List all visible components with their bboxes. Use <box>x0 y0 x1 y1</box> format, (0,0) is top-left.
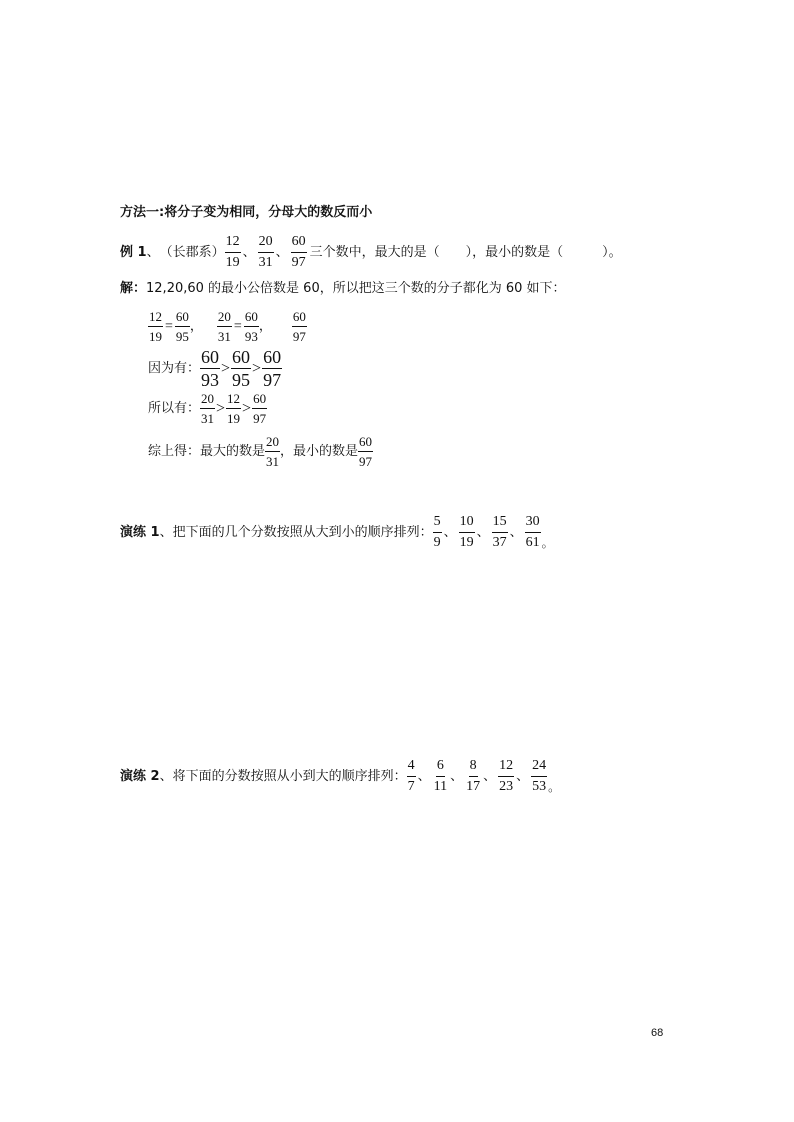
method-heading: 方法一:将分子变为相同，分母大的数反而小 <box>120 205 373 220</box>
solution-label: 解： <box>120 281 147 296</box>
fraction: $\frac{60}{95}$ <box>232 347 251 390</box>
fraction: $\frac{60}{95}$ <box>175 309 189 344</box>
practice-label: 演练 2 <box>120 768 160 784</box>
fraction: $\frac{12}{23}$ <box>499 758 514 794</box>
conversion-row: $\frac{12}{19}$ = $\frac{60}{95}$ ， $\frac{20}{31}$ = $\frac{60}{93}$ ， $\frac{60}{97}$ <box>149 309 306 344</box>
fraction: $\frac{15}{37}$ <box>492 514 507 550</box>
fraction: $\frac{60}{97}$ <box>253 391 267 426</box>
example-1: 例 1 、 （长郡系） $\frac{12}{19}$ 、 $\frac{20}{31}$ 、 $\frac{60}{97}$ 三个数中，最大的是（ ），最小的数是（ ）。 <box>120 234 622 270</box>
solution-text: 12,20,60 的最小公倍数是 60，所以把这三个数的分子都化为 60 如下： <box>146 281 566 296</box>
example-label: 例 1 <box>120 244 147 260</box>
so-row: 所以有： $\frac{20}{31}$ > $\frac{12}{19}$ > $\frac{60}{97}$ <box>148 391 267 426</box>
fraction: $\frac{6}{11}$ <box>433 758 448 794</box>
fraction: $\frac{10}{19}$ <box>459 514 474 550</box>
fraction: $\frac{60}{97}$ <box>263 347 282 390</box>
fraction: $\frac{20}{31}$ <box>266 434 280 469</box>
practice-1: 演练 1 、 把下面的几个分数按照从大到小的顺序排列： $\frac{5}{9}$ 、 $\frac{10}{19}$ 、 $\frac{15}{37}$ 、 $\frac{30}{61}$ 。 <box>120 514 554 550</box>
fraction: $\frac{20}{31}$ <box>217 309 231 344</box>
because-row: 因为有： $\frac{60}{93}$ > $\frac{60}{95}$ > $\frac{60}{97}$ <box>148 347 282 390</box>
fraction: $\frac{60}{97}$ <box>291 234 306 270</box>
practice-2: 演练 2 、 将下面的分数按照从小到大的顺序排列： $\frac{4}{7}$ 、 $\frac{6}{11}$ 、 $\frac{8}{17}$ 、 $\frac{12}{23}$ 、 $\frac{24}{53}$ 。 <box>120 758 561 794</box>
practice-text: 将下面的分数按照从小到大的顺序排列： <box>172 768 407 784</box>
example-sep: 、 <box>146 244 160 260</box>
solution-line <box>120 281 566 297</box>
page-number: 68 <box>651 1027 664 1039</box>
fraction: $\frac{30}{61}$ <box>525 514 540 550</box>
fraction: $\frac{8}{17}$ <box>466 758 481 794</box>
fraction: $\frac{12}{19}$ <box>149 309 162 344</box>
fraction: $\frac{5}{9}$ <box>433 514 441 550</box>
fraction: $\frac{24}{53}$ <box>532 758 547 794</box>
fraction: $\frac{20}{31}$ <box>258 234 273 270</box>
practice-label: 演练 1 <box>120 524 160 540</box>
fraction: $\frac{60}{97}$ <box>359 434 373 469</box>
fraction: $\frac{20}{31}$ <box>201 391 215 426</box>
fraction: $\frac{60}{93}$ <box>201 347 220 390</box>
fraction: $\frac{12}{19}$ <box>227 391 241 426</box>
example-question: 三个数中，最大的是（ ），最小的数是（ ）。 <box>309 244 622 260</box>
practice-text: 把下面的几个分数按照从大到小的顺序排列： <box>172 524 433 540</box>
fraction: $\frac{60}{93}$ <box>244 309 258 344</box>
fraction: $\frac{12}{19}$ <box>225 234 240 270</box>
fraction: $\frac{60}{97}$ <box>292 309 306 344</box>
fraction: $\frac{4}{7}$ <box>407 758 415 794</box>
example-source: （长郡系） <box>159 244 225 260</box>
summary-row: 综上得：最大的数是 $\frac{20}{31}$ ，最小的数是 $\frac{60}{97}$ <box>148 434 373 469</box>
